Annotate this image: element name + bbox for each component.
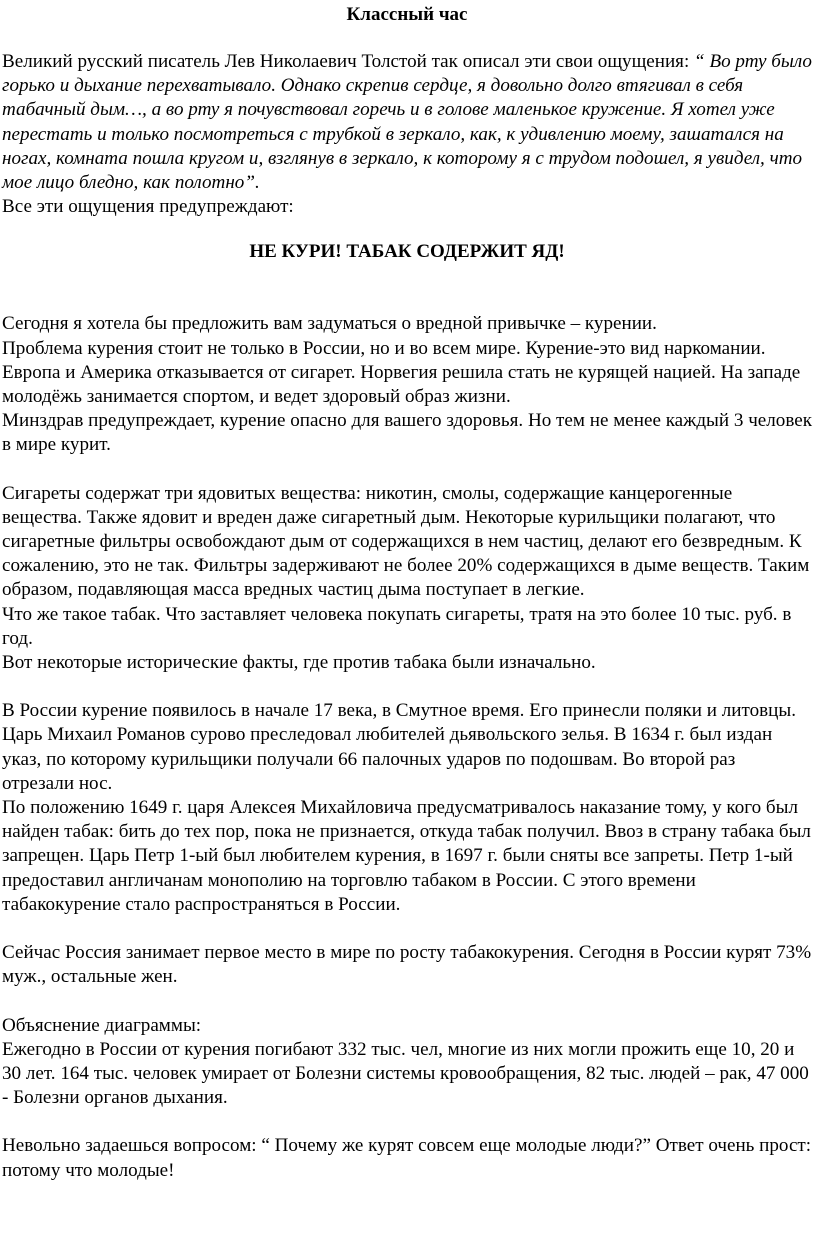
paragraph-5: Сигареты содержат три ядовитых вещества: никотин, смолы, содержащие канцерогенные вещества. Также ядовит и вреден даже сигаретный дым. Некоторые курильщики полагают, что сигаретные фильтры освобождают дым от содержащихся в нем частиц, делают его безвредным. К сожалению, это не так. Фильтры задерживают не более 20% содержащихся в дыме веществ. Таким образом, подавляющая масса вредных частиц дыма поступает в легкие.	[2, 482, 810, 601]
paragraph-13: Невольно задаешься вопросом: “ Почему же курят совсем еще молодые люди?” Ответ очень прост: потому что молодые!	[2, 1135, 812, 1181]
intro-after: Все эти ощущения предупреждают:	[2, 196, 294, 218]
paragraph-11: Объяснение диаграммы:	[2, 1014, 202, 1036]
paragraph-4: Минздрав предупреждает, курение опасно для вашего здоровья. Но тем не менее каждый 3 человек в мире курит.	[2, 410, 813, 456]
paragraph-8: В России курение появилось в начале 17 века, в Смутное время. Его принесли поляки и литовцы. Царь Михаил Романов сурово преследовал любителей дьявольского зелья. В 1634 г. был издан указ, по которому курильщики получали 66 палочных ударов по подошвам. Во второй раз отрезали нос.	[2, 700, 796, 794]
paragraph-7: Вот некоторые исторические факты, где против табака были изначально.	[2, 652, 596, 674]
slogan-heading: НЕ КУРИ! ТАБАК СОДЕРЖИТ ЯД!	[249, 241, 565, 263]
paragraph-12: Ежегодно в России от курения погибают 332 тыс. чел, многие из них могли прожить еще 10, 20 и 30 лет. 164 тыс. человек умирает от Болезни системы кровообращения, 82 тыс. людей – рак, 47 000 - Болезни органов дыхания.	[2, 1038, 809, 1109]
paragraph-3: Европа и Америка отказывается от сигарет. Норвегия решила стать не курящей нацией. На западе молодёжь занимается спортом, и ведет здоровый образ жизни.	[2, 361, 801, 408]
paragraph-10: Сейчас Россия занимает первое место в мире по росту табакокурения. Сегодня в России курят 73% муж., остальные жен.	[2, 942, 812, 988]
page-title: Классный час	[346, 4, 468, 25]
paragraph-1: Сегодня я хотела бы предложить вам задуматься о вредной привычке – курении.	[2, 313, 657, 335]
paragraph-2: Проблема курения стоит не только в России, но и во всем мире. Курение-это вид наркомании.	[2, 337, 766, 359]
intro-lead: Великий русский писатель Лев Николаевич Толстой так описал эти свои ощущения:	[2, 51, 695, 72]
tolstoy-quote: “ Во рту было горько и дыхание перехватывало. Однако скрепив сердце, я довольно долго втягивал в себя табачный дым…, а во рту я почувствовал горечь и в голове маленькое кружение. Я хотел уже перестать и только посмотреться с трубкой в зеркало, как, к удивлению моему, зашатался на ногах, комната пошла кругом и, взглянув в зеркало, к которому я с трудом подошел, я увидел, что мое лицо бледно, как полотно”.	[2, 51, 812, 194]
intro-paragraph	[2, 50, 812, 195]
paragraph-6: Что же такое табак. Что заставляет человека покупать сигареты, тратя на это более 10 тыс. руб. в год.	[2, 603, 792, 649]
paragraph-9: По положению 1649 г. царя Алексея Михайловича предусматривалось наказание тому, у кого был найден табак: бить до тех пор, пока не признается, откуда табак получил. Ввоз в страну табака был запрещен. Царь Петр 1-ый был любителем курения, в 1697 г. были сняты все запреты. Петр 1-ый предоставил англичанам монополию на торговлю табаком в России. С этого времени табакокурение стало распространяться в России.	[2, 797, 811, 915]
